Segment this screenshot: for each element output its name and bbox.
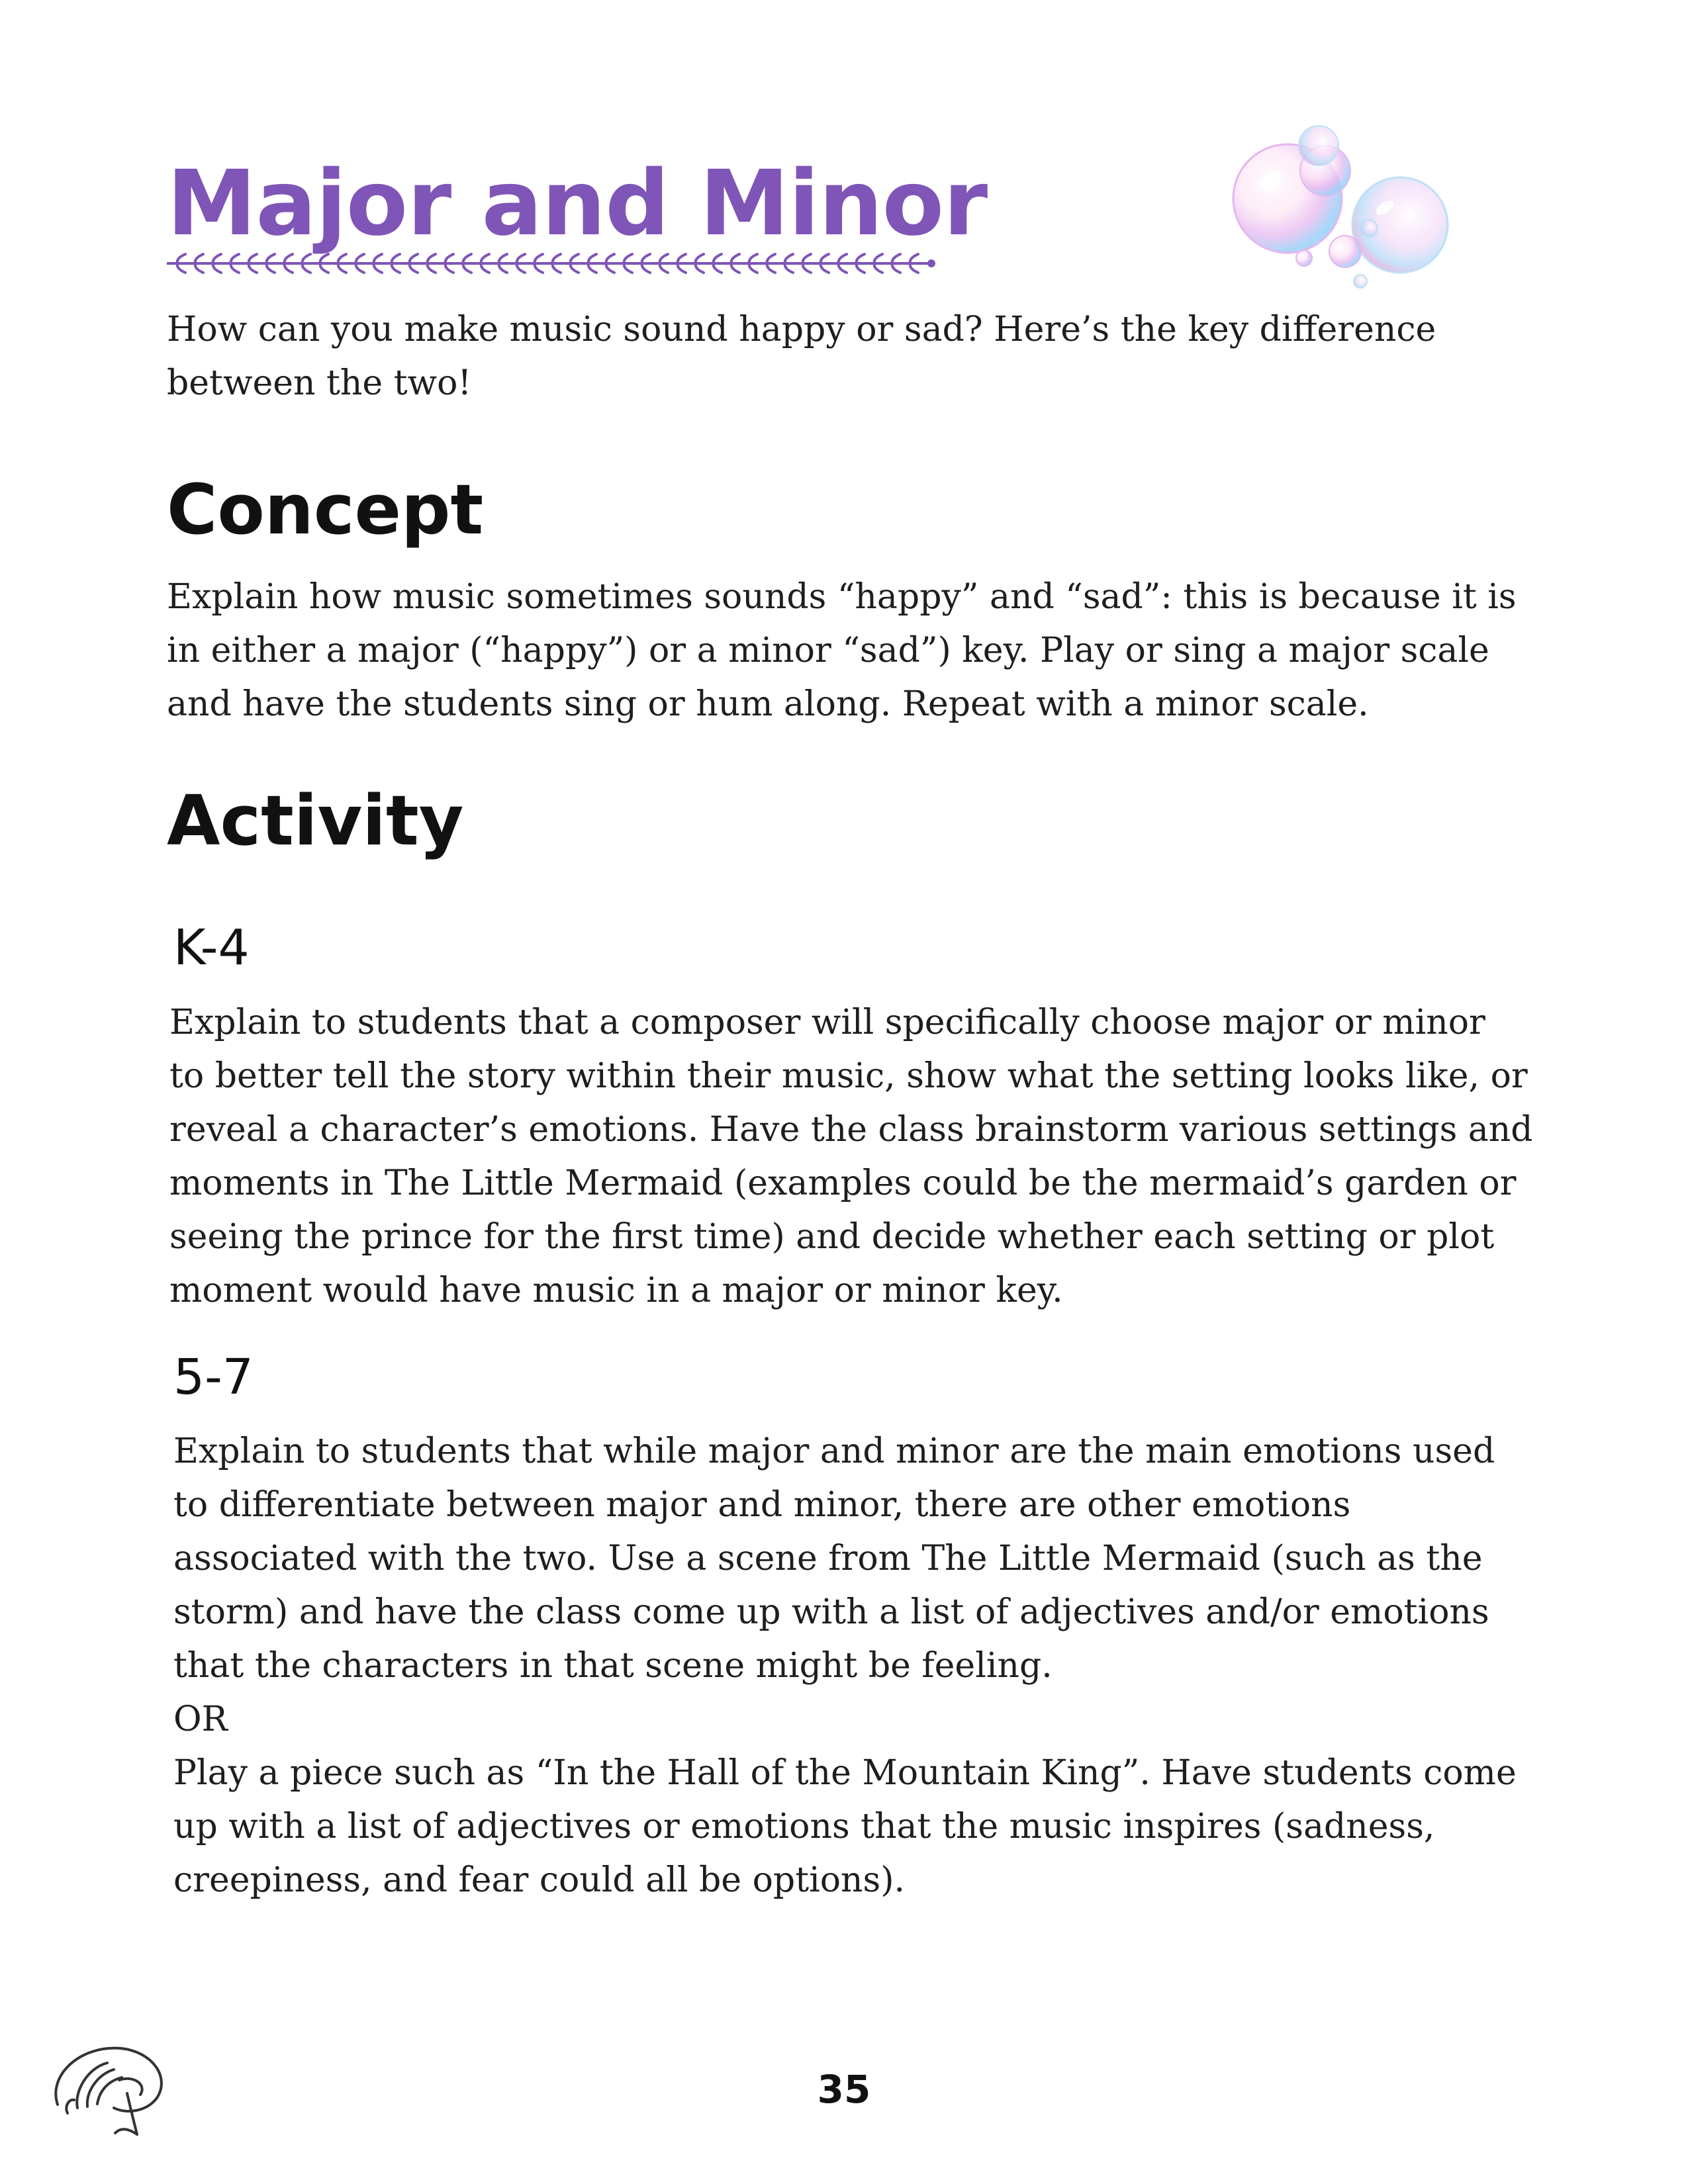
intro-line: between the two! xyxy=(167,363,472,403)
g57-line: that the characters in that scene might be feeling. xyxy=(173,1646,1053,1686)
bubbles-icon xyxy=(1225,119,1516,304)
page-number: 35 xyxy=(817,2067,871,2112)
vine-divider-icon xyxy=(167,250,941,277)
k4-line: reveal a character’s emotions. Have the class brainstorm various settings and xyxy=(169,1110,1533,1150)
g57-line: creepiness, and fear could all be options). xyxy=(173,1860,906,1900)
g57-line: up with a list of adjectives or emotions that the music inspires (sadness, xyxy=(173,1807,1435,1846)
g57-line: to differentiate between major and minor, there are other emotions xyxy=(173,1485,1351,1525)
k4-line: moment would have music in a major or minor key. xyxy=(169,1271,1063,1310)
g57-line: Explain to students that while major and minor are the main emotions used xyxy=(173,1432,1495,1471)
activity-heading: Activity xyxy=(167,780,464,861)
g57-line: OR xyxy=(173,1700,228,1739)
k4-line: to better tell the story within their music, show what the setting looks like, or xyxy=(169,1056,1528,1096)
page-title: Major and Minor xyxy=(167,152,988,256)
k4-line: seeing the prince for the first time) and decide whether each setting or plot xyxy=(169,1217,1495,1257)
k4-line: moments in The Little Mermaid (examples could be the mermaid’s garden or xyxy=(169,1163,1517,1203)
concept-heading: Concept xyxy=(167,469,484,550)
g57-line: storm) and have the class come up with a list of adjectives and/or emotions xyxy=(173,1592,1489,1632)
grades-5-7-heading: 5-7 xyxy=(173,1349,254,1406)
grades-5-7-paragraph xyxy=(173,1425,1517,1907)
concept-line: and have the students sing or hum along. Repeat with a minor scale. xyxy=(167,684,1369,724)
concept-line: in either a major (“happy”) or a minor “sad”) key. Play or sing a major scale xyxy=(167,631,1489,670)
g57-line: associated with the two. Use a scene from The Little Mermaid (such as the xyxy=(173,1539,1483,1578)
mermaid-logo-icon xyxy=(41,2028,173,2141)
g57-line: Play a piece such as “In the Hall of the Mountain King”. Have students come xyxy=(173,1753,1517,1793)
concept-line: Explain how music sometimes sounds “happy” and “sad”: this is because it is xyxy=(167,577,1517,617)
k4-paragraph xyxy=(169,996,1533,1318)
k4-line: Explain to students that a composer will specifically choose major or minor xyxy=(169,1003,1485,1042)
k4-heading: K-4 xyxy=(173,919,250,976)
intro-paragraph xyxy=(167,303,1436,410)
concept-paragraph xyxy=(167,570,1517,731)
intro-line: How can you make music sound happy or sad? Here’s the key difference xyxy=(167,310,1436,349)
